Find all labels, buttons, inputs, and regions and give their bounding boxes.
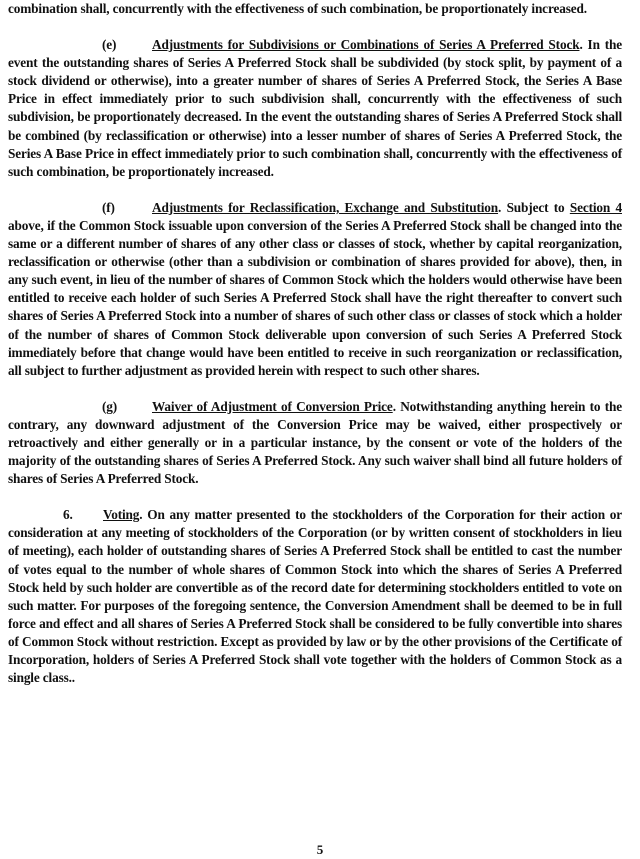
continuation-paragraph: combination shall, concurrently with the effectiveness of such combination, be proportionately increased. (8, 1, 587, 16)
section-e-paragraph (8, 36, 622, 181)
section-6-heading: Voting (103, 507, 140, 523)
section-f-body-pre: . Subject to (498, 199, 570, 215)
section-f-marker: (f) (102, 199, 115, 215)
document-page (8, 0, 622, 687)
section-e-heading: Adjustments for Subdivisions or Combinations of Series A Preferred Stock (152, 37, 580, 53)
section-4-reference: Section 4 (569, 199, 622, 215)
section-g-body: . Notwithstanding anything herein to the contrary, any downward adjustment of the Conversion Price may be waived, either prospectively or retroactively and either generally or in a particular instance, by the consent or vote of the holders of the majority of the outstanding shares of Series A Preferred Stock. Any such waiver shall bind all future holders of shares of Series A Preferred Stock. (8, 398, 623, 487)
section-f-heading: Adjustments for Reclassification, Exchange and Substitution (152, 199, 499, 215)
section-g-paragraph (8, 398, 622, 488)
section-6-marker: 6. (63, 507, 73, 523)
section-6-paragraph (8, 506, 622, 687)
section-e-marker: (e) (102, 37, 117, 53)
section-e-body: . In the event the outstanding shares of Series A Preferred Stock shall be subdivided (by stock split, by payment of a stock dividend or otherwise), into a greater number of shares of Series A Preferred Stock, the Series A Base Price in effect immediately prior to such subdivision shall, concurrently with the effectiveness of such subdivision, be proportionately decreased. In the event the outstanding shares of Series A Preferred Stock shall be combined (by reclassification or otherwise) into a lesser number of shares of Series A Preferred Stock, the Series A Base Price in effect immediately prior to such combination shall, concurrently with the effectiveness of such combination, be proportionately increased. (8, 37, 622, 179)
section-g-marker: (g) (102, 398, 118, 414)
section-f-body: above, if the Common Stock issuable upon conversion of the Series A Preferred Stock shall be changed into the same or a different number of shares of any other class or classes of stock, whether by capital reorganization, reclassification or otherwise (other than a subdivision or combination of shares provided for above), then, in any such event, in lieu of the number of shares of Common Stock which the holders would otherwise have been entitled to receive each holder of such Series A Preferred Stock shall have the right thereafter to convert such shares of Series A Preferred Stock into a number of shares of such other class or classes of stock which a holder of the number of shares of Common Stock deliverable upon conversion of such Series A Preferred Stock immediately before that change would have been entitled to receive in such reorganization or reclassification, all subject to further adjustment as provided herein with respect to such other shares. (8, 217, 622, 378)
page-number: 5 (316, 842, 324, 857)
section-f-paragraph (8, 199, 622, 380)
section-6-body: . On any matter presented to the stockholders of the Corporation for their action or consideration at any meeting of stockholders of the Corporation (or by written consent of stockholders in lieu of meeting), each holder of outstanding shares of Series A Preferred Stock shall be entitled to cast the number of votes equal to the number of whole shares of Common Stock into which the shares of Series A Preferred Stock held by such holder are convertible as of the record date for determining stockholders entitled to vote on such matter. For purposes of the foregoing sentence, the Conversion Amendment shall be deemed to be in full force and effect and all shares of Series A Preferred Stock shall be considered to be fully convertible into shares of Common Stock without restriction. Except as provided by law or by the other provisions of the Certificate of Incorporation, holders of Series A Preferred Stock shall vote together with the holders of Common Stock as a single class.. (8, 507, 622, 686)
section-g-heading: Waiver of Adjustment of Conversion Price (152, 398, 393, 414)
